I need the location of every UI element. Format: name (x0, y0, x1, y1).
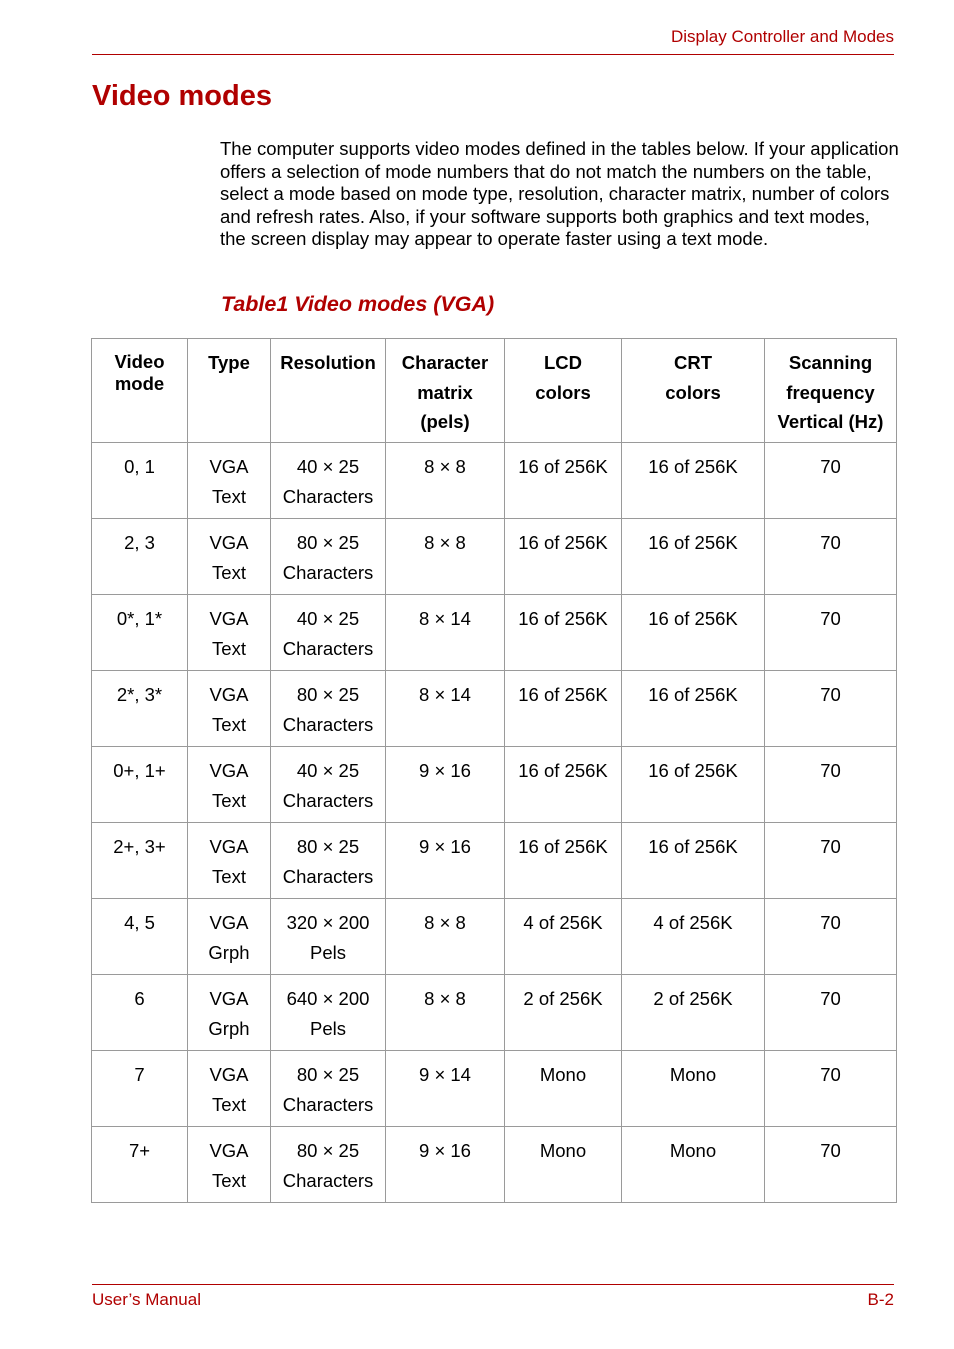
cell-line: 16 of 256K (648, 684, 738, 705)
cell-line: 2 of 256K (523, 988, 603, 1009)
cell-crt-colors (622, 1127, 765, 1203)
cell-line: Pels (310, 1017, 346, 1039)
cell-line: 40 × 25 (296, 608, 360, 629)
cell-line: 80 × 25 (296, 1064, 360, 1085)
cell-type (188, 823, 271, 899)
table-row (92, 519, 897, 595)
cell-character-matrix (386, 519, 505, 595)
footer-manual-title: User’s Manual (92, 1290, 201, 1309)
cell-lcd-colors (505, 1051, 622, 1127)
cell-line: 16 of 256K (518, 760, 608, 781)
cell-line: Characters (282, 713, 374, 735)
header-line: Type (208, 352, 250, 373)
cell-crt-colors (622, 747, 765, 823)
cell-line: 8 × 8 (424, 988, 466, 1009)
header-lcd-colors (505, 339, 622, 443)
cell-video-mode (92, 519, 188, 595)
table-row (92, 1127, 897, 1203)
cell-character-matrix (386, 671, 505, 747)
cell-line: Text (212, 1093, 246, 1115)
cell-scanning-frequency (765, 443, 897, 519)
cell-line: Characters (282, 789, 374, 811)
table-row (92, 443, 897, 519)
cell-resolution (271, 747, 386, 823)
cell-line: 16 of 256K (518, 836, 608, 857)
cell-line: 70 (820, 912, 841, 933)
header-crt-colors (622, 339, 765, 443)
header-line: (pels) (420, 411, 470, 432)
video-modes-table (91, 338, 897, 1203)
cell-line: 16 of 256K (518, 532, 608, 553)
cell-type (188, 1127, 271, 1203)
header-video-mode (92, 339, 188, 443)
cell-resolution (271, 519, 386, 595)
cell-resolution (271, 595, 386, 671)
cell-line: 4 of 256K (523, 912, 603, 933)
cell-line: Characters (282, 1093, 374, 1115)
cell-crt-colors (622, 975, 765, 1051)
cell-line: 0+, 1+ (113, 760, 166, 781)
cell-lcd-colors (505, 747, 622, 823)
cell-scanning-frequency (765, 1127, 897, 1203)
cell-line: 40 × 25 (296, 760, 360, 781)
cell-line: 70 (820, 1064, 841, 1085)
cell-line: 70 (820, 1140, 841, 1161)
cell-lcd-colors (505, 899, 622, 975)
header-character-matrix (386, 339, 505, 443)
cell-line: 9 × 16 (419, 836, 471, 857)
cell-line: 70 (820, 456, 841, 477)
table-header-row (92, 339, 897, 443)
cell-character-matrix (386, 747, 505, 823)
cell-line: VGA (209, 1064, 249, 1085)
cell-line: 0*, 1* (116, 608, 163, 629)
page-number: B-2 (867, 1290, 894, 1309)
cell-line: Characters (282, 485, 374, 507)
cell-line: Pels (310, 941, 346, 963)
cell-line: 640 × 200 (286, 988, 370, 1009)
cell-line: 9 × 16 (419, 1140, 471, 1161)
cell-line: VGA (209, 1140, 249, 1161)
cell-line: 4, 5 (124, 912, 155, 933)
cell-line: Text (212, 1169, 246, 1191)
table-row (92, 595, 897, 671)
cell-type (188, 1051, 271, 1127)
cell-character-matrix (386, 1051, 505, 1127)
cell-line: Text (212, 561, 246, 583)
cell-line: 70 (820, 608, 841, 629)
cell-line: VGA (209, 456, 249, 477)
cell-line: VGA (209, 532, 249, 553)
header-rule (92, 54, 894, 55)
cell-resolution (271, 975, 386, 1051)
cell-line: Characters (282, 1169, 374, 1191)
cell-crt-colors (622, 595, 765, 671)
cell-line: Text (212, 865, 246, 887)
cell-line: 70 (820, 988, 841, 1009)
cell-resolution (271, 671, 386, 747)
cell-line: Mono (669, 1064, 717, 1085)
cell-scanning-frequency (765, 747, 897, 823)
table-row (92, 823, 897, 899)
table-body (92, 443, 897, 1203)
header-line: frequency (786, 381, 875, 403)
cell-line: 9 × 14 (419, 1064, 471, 1085)
cell-lcd-colors (505, 443, 622, 519)
cell-video-mode (92, 671, 188, 747)
cell-line: 8 × 8 (424, 532, 466, 553)
cell-crt-colors (622, 443, 765, 519)
header-line: Video (114, 351, 165, 372)
cell-line: VGA (209, 836, 249, 857)
cell-resolution (271, 823, 386, 899)
cell-line: VGA (209, 608, 249, 629)
cell-line: 0, 1 (124, 456, 155, 477)
cell-line: VGA (209, 912, 249, 933)
cell-line: Text (212, 637, 246, 659)
cell-character-matrix (386, 975, 505, 1051)
cell-scanning-frequency (765, 519, 897, 595)
cell-line: 80 × 25 (296, 836, 360, 857)
header-line: Resolution (280, 352, 376, 373)
header-line: Scanning (788, 352, 873, 373)
header-line: mode (114, 373, 165, 394)
cell-line: 7 (134, 1064, 145, 1085)
header-line: CRT (673, 352, 713, 373)
footer-rule (92, 1284, 894, 1285)
cell-line: 80 × 25 (296, 532, 360, 553)
cell-crt-colors (622, 519, 765, 595)
cell-lcd-colors (505, 823, 622, 899)
header-line: colors (665, 381, 721, 403)
cell-line: VGA (209, 988, 249, 1009)
cell-scanning-frequency (765, 899, 897, 975)
cell-line: Mono (539, 1064, 587, 1085)
cell-video-mode (92, 1051, 188, 1127)
cell-video-mode (92, 747, 188, 823)
cell-line: 16 of 256K (648, 532, 738, 553)
cell-crt-colors (622, 1051, 765, 1127)
header-line: colors (535, 381, 591, 403)
cell-line: 16 of 256K (518, 456, 608, 477)
cell-line: 16 of 256K (648, 456, 738, 477)
cell-line: 2 of 256K (653, 988, 733, 1009)
cell-resolution (271, 443, 386, 519)
cell-lcd-colors (505, 519, 622, 595)
cell-type (188, 595, 271, 671)
header-resolution (271, 339, 386, 443)
table-caption: Table1 Video modes (VGA) (221, 292, 495, 316)
cell-line: 6 (134, 988, 145, 1009)
cell-character-matrix (386, 595, 505, 671)
table-row (92, 899, 897, 975)
running-header: Display Controller and Modes (671, 27, 894, 46)
cell-line: Characters (282, 561, 374, 583)
cell-line: Characters (282, 865, 374, 887)
cell-line: Text (212, 485, 246, 507)
cell-crt-colors (622, 899, 765, 975)
cell-video-mode (92, 443, 188, 519)
header-type (188, 339, 271, 443)
cell-line: 70 (820, 760, 841, 781)
header-line: Vertical (Hz) (777, 411, 884, 432)
cell-line: VGA (209, 760, 249, 781)
cell-type (188, 519, 271, 595)
cell-line: 8 × 14 (419, 608, 471, 629)
cell-character-matrix (386, 443, 505, 519)
cell-line: 9 × 16 (419, 760, 471, 781)
cell-line: 16 of 256K (648, 608, 738, 629)
cell-line: 80 × 25 (296, 684, 360, 705)
table-row (92, 1051, 897, 1127)
cell-line: 7+ (128, 1140, 151, 1161)
cell-type (188, 975, 271, 1051)
cell-line: 80 × 25 (296, 1140, 360, 1161)
cell-lcd-colors (505, 975, 622, 1051)
cell-video-mode (92, 595, 188, 671)
cell-line: 4 of 256K (653, 912, 733, 933)
cell-line: 70 (820, 532, 841, 553)
cell-line: 8 × 8 (424, 912, 466, 933)
cell-character-matrix (386, 823, 505, 899)
header-line: LCD (543, 352, 583, 373)
cell-line: 2, 3 (124, 532, 155, 553)
cell-crt-colors (622, 823, 765, 899)
cell-lcd-colors (505, 1127, 622, 1203)
cell-resolution (271, 899, 386, 975)
cell-type (188, 671, 271, 747)
cell-video-mode (92, 975, 188, 1051)
cell-line: Mono (539, 1140, 587, 1161)
cell-video-mode (92, 1127, 188, 1203)
page-title: Video modes (92, 80, 272, 112)
cell-line: 320 × 200 (286, 912, 370, 933)
cell-scanning-frequency (765, 1051, 897, 1127)
cell-line: Grph (208, 941, 250, 963)
cell-scanning-frequency (765, 823, 897, 899)
cell-line: Grph (208, 1017, 250, 1039)
cell-line: 8 × 8 (424, 456, 466, 477)
cell-crt-colors (622, 671, 765, 747)
cell-line: 2+, 3+ (113, 836, 166, 857)
cell-character-matrix (386, 899, 505, 975)
cell-line: Mono (669, 1140, 717, 1161)
cell-lcd-colors (505, 595, 622, 671)
cell-line: 16 of 256K (518, 608, 608, 629)
cell-line: 40 × 25 (296, 456, 360, 477)
cell-line: 70 (820, 684, 841, 705)
cell-lcd-colors (505, 671, 622, 747)
cell-line: 70 (820, 836, 841, 857)
header-line: Character (401, 352, 489, 373)
cell-character-matrix (386, 1127, 505, 1203)
cell-type (188, 747, 271, 823)
cell-line: Text (212, 713, 246, 735)
cell-scanning-frequency (765, 595, 897, 671)
cell-line: 2*, 3* (116, 684, 163, 705)
cell-line: 16 of 256K (518, 684, 608, 705)
cell-type (188, 899, 271, 975)
intro-paragraph: The computer supports video modes defined in the tables below. If your application offers a selection of mode numbers that do not match the numbers on the table, select a mode based on mode type, resolution, character matrix, number of colors and refresh rates. Also, if your software supports both graphics and text modes, the screen display may appear to operate faster using a text mode. (220, 138, 899, 250)
cell-line: VGA (209, 684, 249, 705)
cell-line: 16 of 256K (648, 760, 738, 781)
cell-scanning-frequency (765, 671, 897, 747)
table-row (92, 975, 897, 1051)
cell-resolution (271, 1051, 386, 1127)
table-row (92, 671, 897, 747)
cell-line: 16 of 256K (648, 836, 738, 857)
cell-video-mode (92, 823, 188, 899)
cell-type (188, 443, 271, 519)
cell-line: 8 × 14 (419, 684, 471, 705)
header-scanning-frequency (765, 339, 897, 443)
table-row (92, 747, 897, 823)
cell-scanning-frequency (765, 975, 897, 1051)
cell-line: Text (212, 789, 246, 811)
cell-video-mode (92, 899, 188, 975)
header-line: matrix (417, 381, 473, 403)
cell-resolution (271, 1127, 386, 1203)
cell-line: Characters (282, 637, 374, 659)
